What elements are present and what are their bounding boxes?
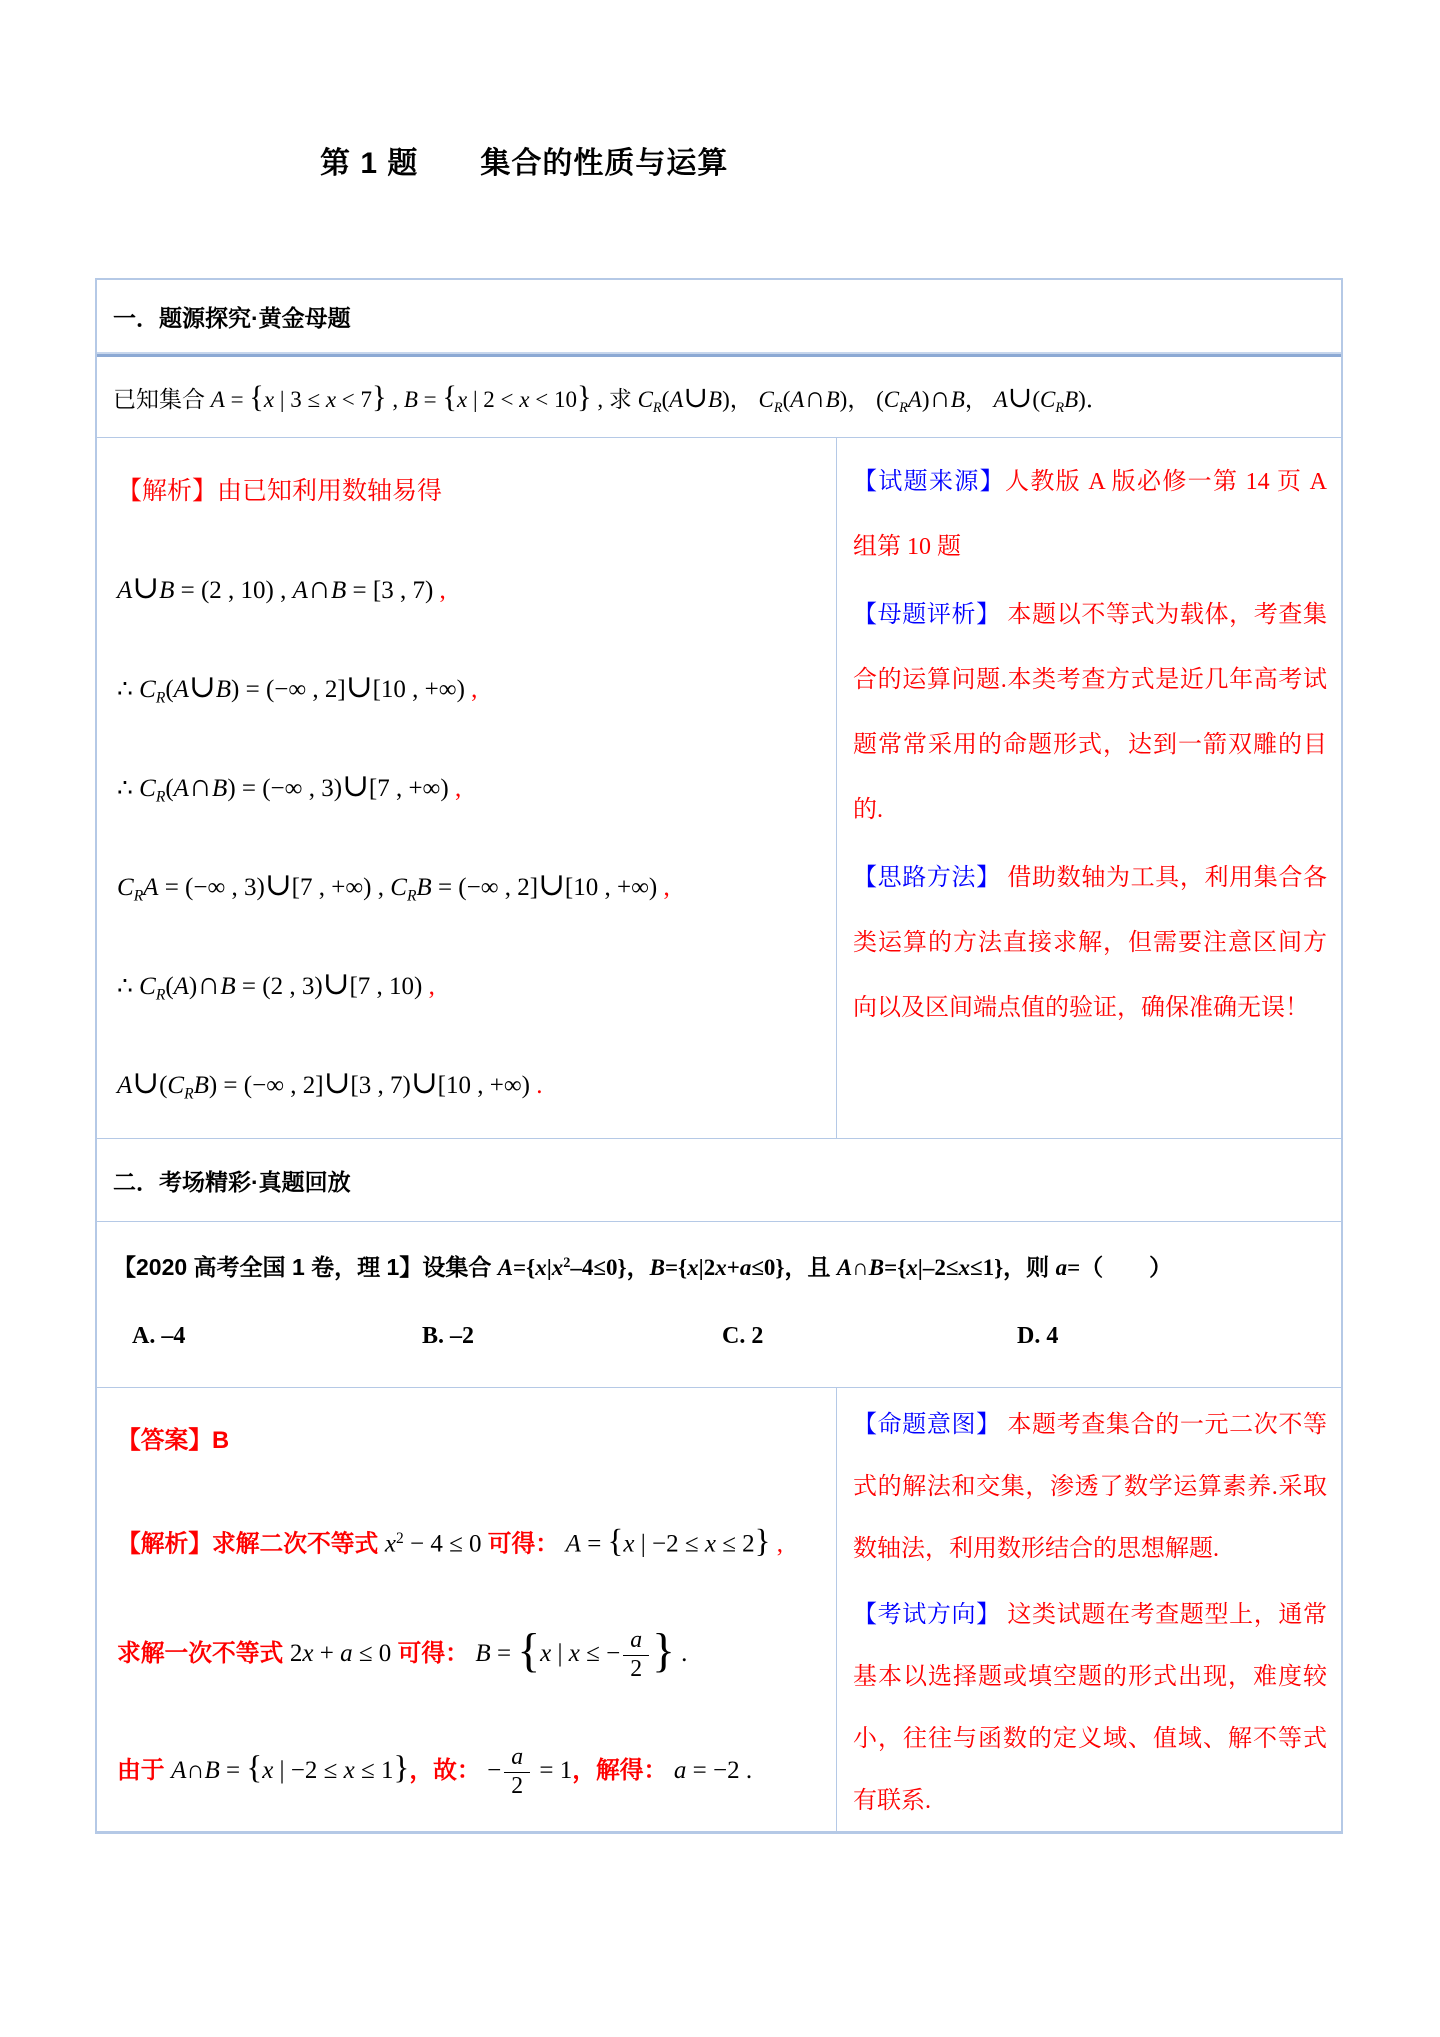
answer-line: 【答案】B (117, 1427, 230, 1454)
exam-table (95, 278, 1343, 1834)
analysis-line: $C_RA$ = (−∞ , 3)∪[7 , +∞) , $C_RB$ = (−∞ , 2]∪[10 , +∞) , (117, 866, 670, 905)
source-cell (837, 438, 1341, 1138)
source-paragraph: 【试题来源】人教版 A 版必修一第 14 页 A 组第 10 题 (853, 469, 1327, 560)
analysis-line: $A\cup(C_RB)$ = (−∞ , 2]∪[3 , 7)∪[10 , +∞) . (117, 1064, 543, 1103)
solution-line: 求解一次不等式 2x + a ≤ 0 可得： B = {x | x ≤ − $\frac{a}{2}$ } . (117, 1624, 688, 1683)
analysis-line: ∴ $C_R(A)\cap B = (2$ , 3)∪[7 , 10) , (117, 965, 435, 1004)
source-paragraph: 【思路方法】 借助数轴为工具，利用集合各类运算的方法直接求解，但需要注意区间方向以及区间端点值的验证，确保准确无误！ (853, 865, 1328, 1021)
answer-solution-cell (97, 1388, 837, 1831)
fraction: $\frac{a}{2}$ (504, 1745, 530, 1799)
analysis-line: 【解析】由已知利用数轴易得 (117, 478, 443, 505)
section1-header: 一．题源探究·黄金母题 (113, 305, 351, 331)
commentary-paragraph: 【命题意图】 本题考查集合的一元二次不等式的解法和交集，渗透了数学运算素养.采取数轴法，利用数形结合的思想解题. (853, 1412, 1328, 1562)
option-a: A. –4 (132, 1322, 186, 1349)
solution-line: 【解析】求解二次不等式 $x^2 - 4 \le 0$ 可得： A = {x | −2 ≤ x ≤ 2} , (117, 1523, 784, 1560)
options-row (97, 1323, 1341, 1350)
analysis-cell (97, 438, 837, 1138)
fraction: $\frac{a}{2}$ (623, 1628, 649, 1682)
option-c: C. 2 (722, 1322, 764, 1349)
section2-problem-row (97, 1222, 1341, 1388)
solution-line: 由于 A∩B = {x | −2 ≤ x ≤ 1}，故： − $\frac{a}{2}$ = 1，解得： a = −2 . (117, 1744, 753, 1800)
page-title: 第 1 题 集合的性质与运算 (320, 147, 729, 180)
section2-problem: 【2020 高考全国 1 卷，理 1】设集合 $A=\{x|x^2-4\le 0\}$，B={x|2x+a≤0}，且 A∩B={x|–2≤x≤1}，则 a=（ ） (113, 1253, 1173, 1280)
analysis-line: A∪B = (2 , 10) , A∩B = [3 , 7) , (117, 569, 446, 605)
section1-problem: 已知集合 A = {x | 3 ≤ x < 7} , B = {x | 2 < x < 10} , 求 $C_R(A\cup B)$， $C_R(A\cap B)$， $(C_RA)\cap B$， $A\cup(C_RB)$． (97, 357, 1341, 438)
section2-header: 二．考场精彩·真题回放 (97, 1139, 1341, 1222)
commentary-cell (837, 1388, 1341, 1831)
option-b: B. –2 (422, 1322, 475, 1349)
commentary-paragraph: 【考试方向】 这类试题在考查题型上，通常基本以选择题或填空题的形式出现，难度较小，往往与函数的定义域、值域、解不等式有联系. (853, 1602, 1328, 1814)
source-paragraph: 【母题评析】 本题以不等式为载体，考查集合的运算问题.本类考查方式是近几年高考试题常常采用的命题形式，达到一箭双雕的目的. (853, 602, 1328, 823)
option-d: D. 4 (1017, 1322, 1059, 1349)
section1-body-row (97, 438, 1341, 1139)
analysis-line: ∴ $C_R(A\cap B)$ = (−∞ , 3)∪[7 , +∞) , (117, 767, 462, 806)
analysis-line: ∴ $C_R(A\cup B)$ = (−∞ , 2]∪[10 , +∞) , (117, 668, 478, 707)
section2-body-row (97, 1388, 1341, 1832)
